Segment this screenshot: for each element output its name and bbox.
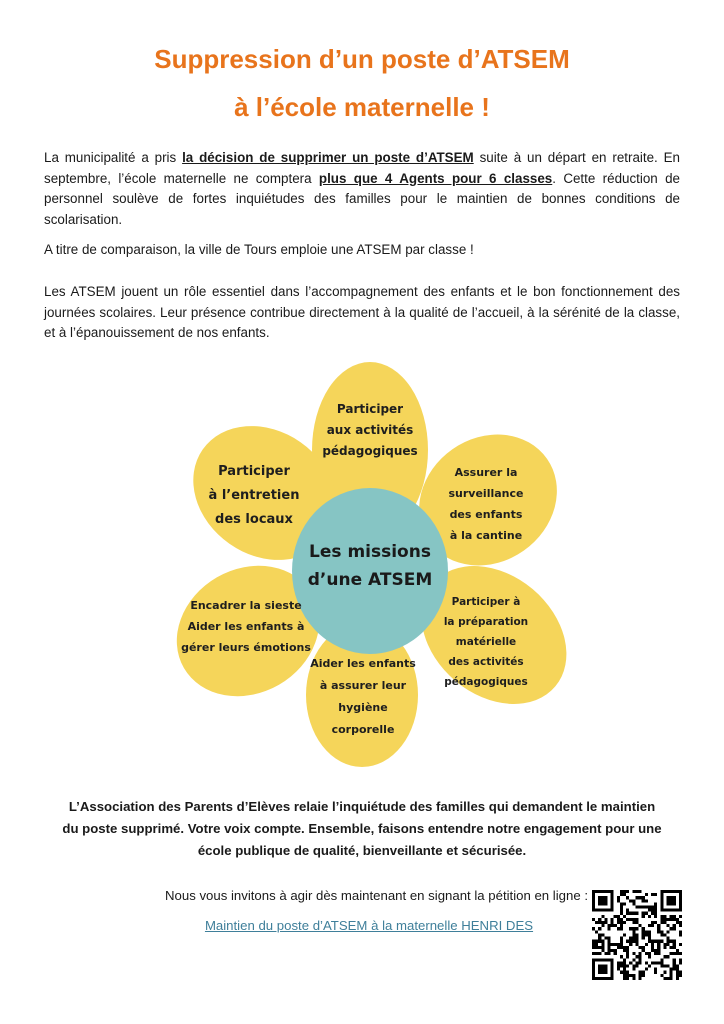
petal-label-line: à la cantine [449,529,523,542]
petal-label-line: Participer [218,464,290,479]
qr-code-icon[interactable] [592,890,682,980]
petal-label-entretien [209,464,300,527]
petal-label-line: Participer [336,402,404,416]
missions-flower [170,355,570,770]
petal-label-line: des locaux [215,512,293,527]
petal-label-line: Aider les enfants à [187,620,305,633]
petal-label-line: Aider les enfants [310,657,416,670]
petal-label-line: des enfants [449,508,523,521]
petal-label-line: la préparation [443,616,529,628]
p1-text-b: suite à un départ en retraite. En septembre, l’école maternelle ne comptera [44,150,681,186]
association-line-3: école publique de qualité, bienveillante et sécurisée. [197,843,527,858]
petal-label-line: hygiène [338,701,388,714]
p1-text-c: . Cette réduction de personnel soulève de fortes inquiétudes des familles pour le maintien de bonnes conditions de scolarisation. [44,170,680,227]
petal-label-line: aux activités [326,423,414,437]
p1-emphasis-decision: la décision de supprimer un poste d’ATSEM [182,150,474,165]
intro-paragraph-3: Les ATSEM jouent un rôle essentiel dans l’accompagnement des enfants et le bon fonctionnement des journées scolaires. Leur présence contribue directement à la qualité de l’accueil, à la sérénité de la classe, et à l’épanouissement de nos enfants. [44,284,680,340]
petal-label-line: matérielle [455,636,517,648]
center-label-line-2: d’une ATSEM [307,570,433,590]
petal-label-line: surveillance [448,487,524,500]
center-label-line-1: Les missions [309,542,431,562]
petal-label-line: pédagogiques [444,676,528,688]
p1-text-a: La municipalité a pris [44,150,183,165]
title-line-1: Suppression d’un poste d’ATSEM [154,44,570,74]
petition-link[interactable]: Maintien du poste d’ATSEM à la maternelle HENRI DES [204,918,534,933]
petal-label-line: à l’entretien [208,488,300,503]
petal-label-line: des activités [448,656,524,668]
petal-label-line: Participer à [451,596,521,608]
association-message [30,796,694,862]
petal-label-line: pédagogiques [322,444,418,458]
intro-paragraph-2: A titre de comparaison, la ville de Tours emploie une ATSEM par classe ! [44,242,474,257]
petal-label-sieste [181,599,311,654]
p1-emphasis-agents: plus que 4 Agents pour 6 classes [318,170,553,186]
petition-invite: Nous vous invitons à agir dès maintenant en signant la pétition en ligne : [165,888,588,903]
intro-paragraph-1 [44,148,680,230]
petal-label-line: Encadrer la sieste [190,599,302,612]
petal-label-line: corporelle [331,723,395,736]
petal-label-line: à assurer leur [319,679,407,692]
association-line-2: du poste supprimé. Votre voix compte. Ensemble, faisons entendre notre engagement pour une [62,821,662,836]
association-line-1: L’Association des Parents d’Elèves relaie l’inquiétude des familles qui demandent le maintien [68,799,656,814]
petal-label-line: Assurer la [454,466,518,479]
title-line-2: à l’école maternelle ! [234,92,490,122]
petal-label-line: gérer leurs émotions [181,641,311,654]
